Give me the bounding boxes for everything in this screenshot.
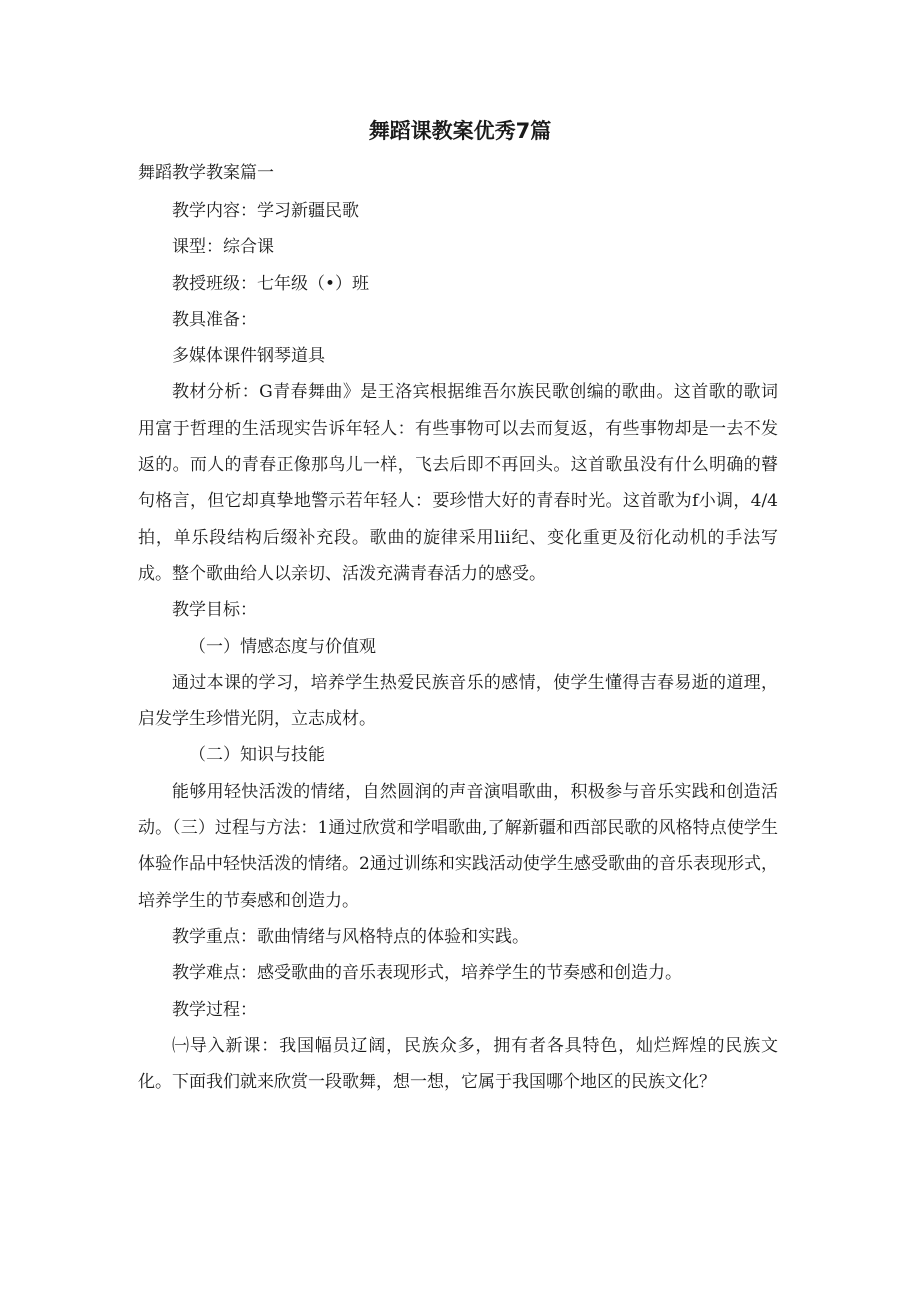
paragraph-process-label: 教学过程： [172,999,257,1020]
paragraph-introduction: ㈠导入新课：我国幅员辽阔，民族众多，拥有者各具特色，灿烂辉煌的民族文化。下面我们就来欣赏一段歌舞，想一想，它属于我国哪个地区的民族文化？ [138,1035,778,1093]
paragraph-difficulties: 教学难点：感受歌曲的音乐表现形式，培养学生的节奏感和创造力。 [172,963,682,984]
paragraph-knowledge-process: 能够用轻快活泼的情绪，自然圆润的声音演唱歌曲，积极参与音乐实践和创造活动。（三）过程与方法：1通过欣赏和学唱歌曲,了解新疆和西部民歌的风格特点使学生体验作品中轻快活泼的情绪。2通过训练和实践活动使学生感受歌曲的音乐表现形式，培养学生的节奏感和创造力。 [138,781,778,911]
paragraph-teaching-content: 教学内容：学习新疆民歌 [172,201,359,221]
paragraph-key-points: 教学重点：歌曲情绪与风格特点的体验和实践。 [172,926,529,947]
subheading-attitude: （一）情感态度与价值观 [189,636,376,657]
paragraph-lesson-type: 课型：综合课 [172,237,274,258]
paragraph-attitude: 通过本课的学习，培养学生热爱民族音乐的感情，使学生懂得吉春易逝的道理，启发学生珍惜光阴，立志成材。 [138,672,778,730]
paragraph-material-analysis: 教材分析：G青春舞曲》是王洛宾根据维吾尔族民歌创编的歌曲。这首歌的歌词用富于哲理的生活现实告诉年轻人：有些事物可以去而复返，有些事物却是一去不发返的。而人的青春正像那鸟儿一样，飞去后即不再回头。这首歌虽没有什么明确的瞽句格言，但它却真挚地警示若年轻人：要珍惜大好的青春时光。这首歌为f小调，4/4拍，单乐段结构后缀补充段。歌曲的旋律采用lii纪、变化重更及衍化动机的手法写成。整个歌曲给人以亲切、活泼充满青春活力的感受。 [138,382,778,584]
document-title: 舞蹈课教案优秀7篇 [368,119,552,143]
paragraph-teaching-aids-label: 教具准备： [172,309,257,330]
section-heading: 舞蹈教学教案篇一 [138,163,274,183]
paragraph-teaching-aids: 多媒体课件钢琴道具 [172,346,325,367]
paragraph-class: 教授班级：七年级（•）班 [172,273,370,294]
subheading-knowledge: （二）知识与技能 [189,745,325,766]
document-body [138,193,778,1100]
paragraph-objectives-label: 教学目标： [172,600,257,621]
